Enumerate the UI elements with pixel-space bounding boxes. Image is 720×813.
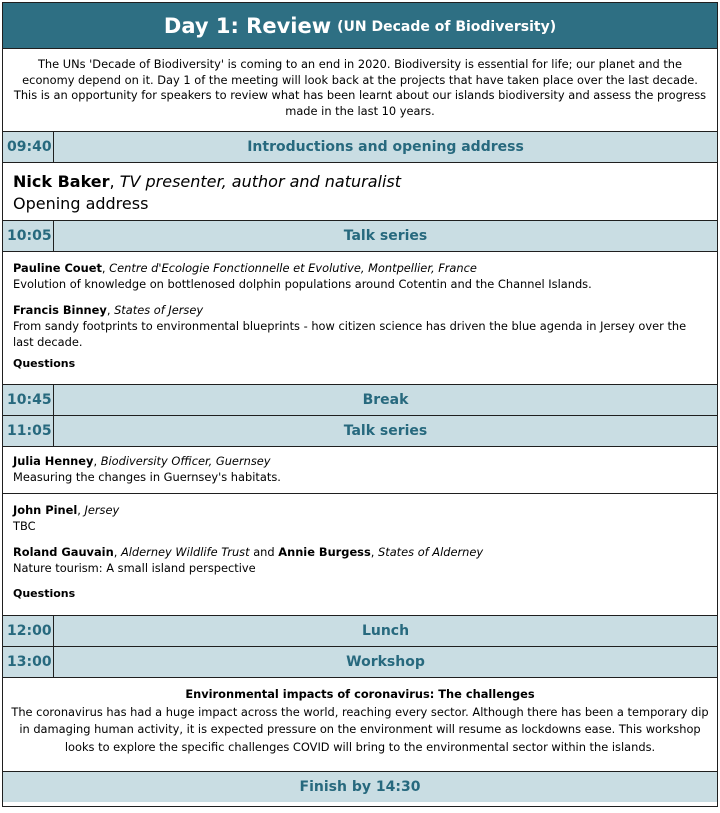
speaker-name: Nick Baker <box>13 172 110 191</box>
slot-time: 10:45 <box>3 385 54 415</box>
slot-1200 <box>3 616 717 647</box>
page-title: Day 1: Review <box>163 13 332 38</box>
talk-title: From sandy footprints to environmental blueprints - how citizen science has driven the blue agenda in Jersey over the last decade. <box>13 319 687 349</box>
speaker-role: States of Alderney <box>378 545 484 559</box>
workshop-title: Environmental impacts of coronavirus: The challenges <box>185 687 535 701</box>
speaker-role: Alderney Wildlife Trust <box>120 545 250 559</box>
speaker-role: Jersey <box>84 503 120 517</box>
opening-block: Nick Baker, TV presenter, author and naturalist Opening address <box>3 163 717 221</box>
talk-title: Evolution of knowledge on bottlenosed dolphin populations around Cotentin and the Channel Islands. <box>13 277 592 291</box>
speaker-name: Julia Henney <box>13 454 94 468</box>
slot-label: Talk series <box>343 423 428 439</box>
talk-title: Nature tourism: A small island perspective <box>13 561 256 575</box>
slot-time: 11:05 <box>3 416 54 446</box>
slot-0940 <box>3 132 717 163</box>
page-subtitle: (UN Decade of Biodiversity) <box>337 19 557 35</box>
talk-title: Opening address <box>13 194 149 213</box>
speaker-name: Annie Burgess <box>278 545 371 559</box>
slot-time: 09:40 <box>3 132 54 162</box>
workshop-description: The coronavirus has had a huge impact across the world, reaching every sector. Although there has been a temporary dip in damaging human activity, it is expected pressure on the environment will resume as lockdowns ease. This workshop looks to explore the specific challenges COVID will bring to the environmental sector within the islands. <box>11 704 709 754</box>
talk-title: Measuring the changes in Guernsey's habitats. <box>13 470 281 484</box>
speaker-role: States of Jersey <box>114 303 204 317</box>
speaker-name: Roland Gauvain <box>13 545 114 559</box>
agenda-page <box>2 2 718 807</box>
speaker-name: Francis Binney <box>13 303 107 317</box>
workshop-block <box>3 678 717 772</box>
speaker-name: Pauline Couet <box>13 261 102 275</box>
talk-title: TBC <box>13 519 36 533</box>
slot-1045 <box>3 385 717 416</box>
speaker-role: Centre d'Ecologie Fonctionnelle et Evolutive, Montpellier, France <box>109 261 477 275</box>
slot-1105 <box>3 416 717 447</box>
slot-label: Introductions and opening address <box>247 139 524 155</box>
slot-label: Break <box>362 392 409 408</box>
finish-bar: Finish by 14:30 <box>3 772 717 802</box>
speaker-role: TV presenter, author and naturalist <box>119 172 402 191</box>
intro-text: The UNs 'Decade of Biodiversity' is coming to an end in 2020. Biodiversity is essential for life; our planet and the economy depend on it. Day 1 of the meeting will look back at the projects that have taken place over the last decade. This is an opportunity for speakers to review what has been learnt about our islands biodiversity and assess the progress made in the last 10 years. <box>3 49 717 132</box>
slot-label: Lunch <box>361 623 410 639</box>
title-bar <box>3 3 717 49</box>
slot-time: 10:05 <box>3 221 54 251</box>
slot-label: Workshop <box>346 654 425 670</box>
questions-label: Questions <box>13 357 76 370</box>
slot-time: 12:00 <box>3 616 54 646</box>
slot-1005 <box>3 221 717 252</box>
speaker-name: John Pinel <box>13 503 78 517</box>
slot-label: Talk series <box>343 228 428 244</box>
talk-henney: Julia Henney, Biodiversity Officer, Guernsey Measuring the changes in Guernsey's habitats. <box>3 447 717 494</box>
conjunction: and <box>253 545 275 559</box>
talk-series-2: John Pinel, Jersey TBC Roland Gauvain, Alderney Wildlife Trust and Annie Burgess, States of Alderney Nature tourism: A small island perspective Questions <box>3 494 717 616</box>
slot-time: 13:00 <box>3 647 54 677</box>
speaker-role: Biodiversity Officer, Guernsey <box>100 454 271 468</box>
slot-1300 <box>3 647 717 678</box>
questions-label: Questions <box>13 587 76 600</box>
talk-series-1: Pauline Couet, Centre d'Ecologie Fonctionnelle et Evolutive, Montpellier, France Evolution of knowledge on bottlenosed dolphin populations around Cotentin and the Channel Islands. Francis Binney, States of Jersey From sandy footprints to environmental blueprints - how citizen science has driven the blue agenda in Jersey over the last decade. Questions <box>3 252 717 385</box>
